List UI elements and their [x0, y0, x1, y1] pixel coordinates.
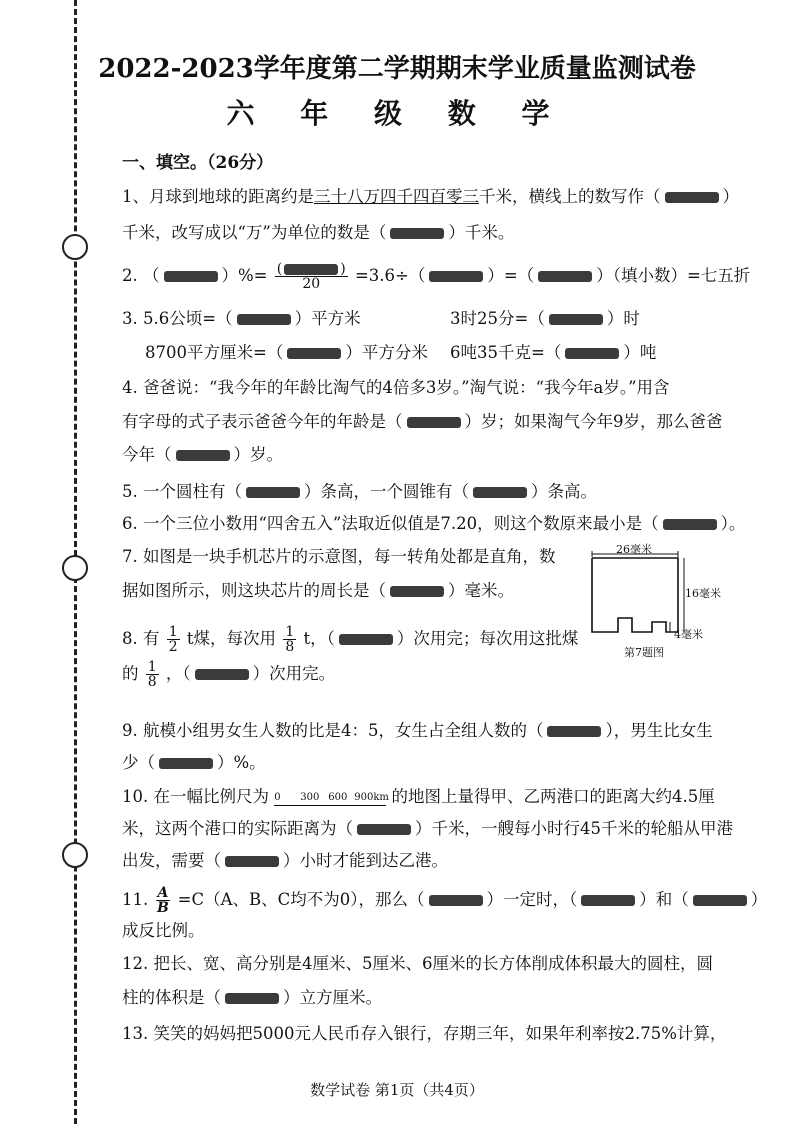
q2-line: 2. （ ）%= $\frac{( )}{20}$ =3.6÷（ ）=（ ）（填小数）=七五折 [122, 261, 751, 292]
answer-blank[interactable] [176, 450, 230, 461]
q4-line2: 有字母的式子表示爸爸今年的年龄是（ ）岁；如果淘气今年9岁，那么爸爸 [122, 412, 723, 431]
answer-blank[interactable] [237, 314, 291, 325]
q11-line1: 11. $\frac{A}{B}$ =C（A、B、C均不为0），那么（ ）一定时，（ ）和（ ） [122, 885, 768, 916]
fraction: $\frac{( )}{20}$ [276, 261, 346, 292]
answer-blank[interactable] [581, 895, 635, 906]
q8-line2: 的 $\frac{1}{8}$ ，（ ）次用完。 [122, 659, 336, 690]
answer-blank[interactable] [287, 348, 341, 359]
q13-line1: 13. 笑笑的妈妈把5000元人民币存入银行，存期三年，如果年利率按2.75%计算， [122, 1024, 727, 1043]
q3-line2a: 8700平方厘米=（ ）平方分米 [145, 343, 428, 362]
answer-blank[interactable] [549, 314, 603, 325]
q3-line1b: 3时25分=（ ）时 [450, 309, 640, 328]
q6-line: 6. 一个三位小数用“四舍五入”法取近似值是7.20，则这个数原来最小是（ ）。 [122, 514, 746, 533]
figure-label-right: 16毫米 [685, 587, 721, 600]
q8-line1: 8. 有 $\frac{1}{2}$ t煤，每次用 $\frac{1}{8}$ t，（ ）次用完；每次用这批煤 [122, 624, 579, 655]
answer-blank[interactable] [390, 586, 444, 597]
answer-blank[interactable] [159, 758, 213, 769]
answer-blank[interactable] [547, 726, 601, 737]
figure-label-small: 4毫米 [674, 628, 703, 641]
figure-caption: 第7题图 [624, 646, 664, 659]
answer-blank[interactable] [429, 271, 483, 282]
binding-hole [62, 234, 88, 260]
map-scale: 0 300 600 900km [274, 787, 386, 809]
q1-line1: 1、月球到地球的距离约是三十八万四千四百零三千米，横线上的数写作（ ） [122, 187, 739, 206]
answer-blank[interactable] [407, 417, 461, 428]
answer-blank[interactable] [473, 487, 527, 498]
answer-blank[interactable] [663, 519, 717, 530]
q9-line2: 少（ ）%。 [122, 753, 266, 772]
answer-blank[interactable] [665, 192, 719, 203]
answer-blank[interactable] [284, 264, 338, 275]
q11-line2: 成反比例。 [122, 921, 205, 940]
q12-line2: 柱的体积是（ ）立方厘米。 [122, 988, 382, 1007]
q10-line1: 10. 在一幅比例尺为 0 300 600 900km 的地图上量得甲、乙两港口的距离大约4.5厘 [122, 786, 715, 809]
answer-blank[interactable] [225, 993, 279, 1004]
answer-blank[interactable] [225, 856, 279, 867]
q10-line2: 米，这两个港口的实际距离为（ ）千米，一艘每小时行45千米的轮船从甲港 [122, 819, 733, 838]
q7-line2: 据如图所示，则这块芯片的周长是（ ）毫米。 [122, 581, 514, 600]
answer-blank[interactable] [339, 634, 393, 645]
answer-blank[interactable] [164, 271, 218, 282]
q9-line1: 9. 航模小组男女生人数的比是4：5，女生占全组人数的（ ），男生比女生 [122, 721, 713, 740]
figure-label-top: 26毫米 [616, 543, 652, 556]
q4-line3: 今年（ ）岁。 [122, 445, 283, 464]
answer-blank[interactable] [390, 228, 444, 239]
q4-line1: 4. 爸爸说：“我今年的年龄比淘气的4倍多3岁。”淘气说：“我今年a岁。”用含 [122, 378, 670, 397]
exam-title: 2022-2023学年度第二学期期末学业质量监测试卷 [98, 54, 696, 84]
fraction: $\frac{1}{8}$ [285, 624, 295, 655]
q7-line1: 7. 如图是一块手机芯片的示意图，每一转角处都是直角，数 [122, 547, 556, 566]
section-heading: 一、填空。（26分） [122, 153, 274, 173]
q1-line2: 千米，改写成以“万”为单位的数是（ ）千米。 [122, 223, 515, 242]
q5-line: 5. 一个圆柱有（ ）条高，一个圆锥有（ ）条高。 [122, 482, 597, 501]
q3-line1a: 3. 5.6公顷=（ ）平方米 [122, 309, 361, 328]
answer-blank[interactable] [195, 669, 249, 680]
q12-line1: 12. 把长、宽、高分别是4厘米、5厘米、6厘米的长方体削成体积最大的圆柱，圆 [122, 954, 713, 973]
fraction: $\frac{A}{B}$ [157, 885, 169, 916]
answer-blank[interactable] [693, 895, 747, 906]
answer-blank[interactable] [538, 271, 592, 282]
fraction: $\frac{1}{8}$ [147, 659, 157, 690]
q10-line3: 出发，需要（ ）小时才能到达乙港。 [122, 851, 448, 870]
answer-blank[interactable] [565, 348, 619, 359]
binding-hole [62, 555, 88, 581]
page-footer: 数学试卷 第1页（共4页） [310, 1081, 484, 1099]
binding-hole [62, 842, 88, 868]
answer-blank[interactable] [357, 824, 411, 835]
answer-blank[interactable] [246, 487, 300, 498]
answer-blank[interactable] [429, 895, 483, 906]
fraction: $\frac{1}{2}$ [168, 624, 178, 655]
q3-line2b: 6吨35千克=（ ）吨 [450, 343, 657, 362]
exam-subtitle: 六 年 级 数 学 [226, 97, 568, 130]
